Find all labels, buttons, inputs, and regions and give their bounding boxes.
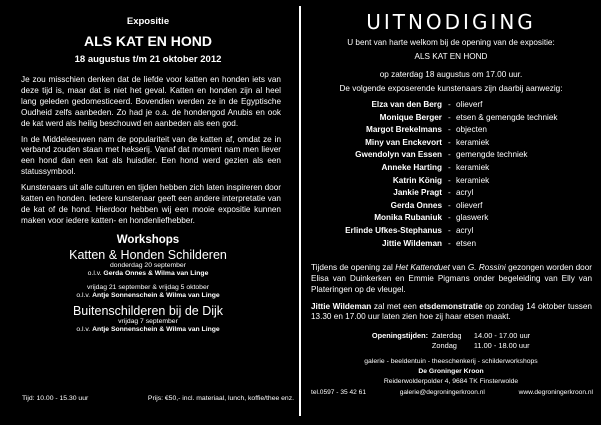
artist-separator: - [448,150,451,160]
opening-hours [305,331,597,351]
opening-hours-label: Openingstijden: [371,331,429,341]
artist-name: Elza van den Berg [371,100,442,109]
artist-technique: keramiek [456,137,490,147]
artist-row [305,212,597,225]
telephone: tel.0597 - 35 42 61 [311,389,366,397]
workshop-1-date-2: vrijdag 21 september & vrijdag 5 oktober [86,283,210,291]
workshop-1-title: Katten & Honden Schilderen [69,247,227,262]
intro-paragraph-1: Je zou misschien denken dat de liefde voor katten en honden iets van deze tijd is, maar dat is niet het geval. Katten en honden zijn al heel lang geleden gedomesticeerd. Bovendien werden ze in de Egyptische Oudheid zelfs aanbeden. Zo had je o.a. de hondengod Anubis en ook de kat werd als heilig beschouwd en aanbeden als een god. [21,75,281,128]
artist-row [305,99,597,112]
workshop-price: Prijs: €50,- incl. materiaal, lunch, koffie/thee enz. [147,395,294,402]
expo-name: ALS KAT EN HOND [414,52,488,61]
artist-technique: acryl [456,188,474,198]
etsdemo-paragraph: Jittie Wildeman zal met een etsdemonstratie op zondag 14 oktober tussen 13.30 en 17.00 uur laten zien hoe zij haar etsen maakt. [311,301,592,322]
artist-name: Monika Rubaniuk [374,213,442,223]
artist-technique: olieverf [456,100,483,109]
left-column [0,0,296,402]
artist-name: Jankie Pragt [393,188,442,198]
artist-separator: - [448,137,451,147]
invitation-heading: UITNODIGING [366,10,536,34]
artist-technique: keramiek [456,175,490,185]
workshops-heading: Workshops [116,233,180,246]
artist-row [305,112,597,125]
column-divider [299,6,301,416]
artist-separator: - [448,188,451,198]
artist-technique: glaswerk [456,213,489,223]
artist-technique: objecten [456,125,487,135]
artist-row [305,162,597,175]
artist-separator: - [448,125,451,135]
artist-technique: acryl [456,225,474,235]
expositie-heading: Expositie [126,16,170,27]
artist-technique: keramiek [456,162,490,172]
artist-row [305,187,597,200]
artist-list [305,99,597,250]
intro-paragraph-2: In de Middeleeuwen nam de populariteit van de katten af, omdat ze in verband zouden staan met hekserij. Vanaf dat moment nam men liever een hond dan een kat als huisdier. Een hond werd gezien als een statussymbool. [21,134,281,177]
hours-row-sunday: Zondag 11.00 - 18.00 uur [431,341,530,351]
workshop-time: Tijd: 10.00 - 15.30 uur [22,395,89,402]
services-line: galerie - beeldentuin - theeschenkerij - schilderworkshops [364,358,538,366]
venue-address: Reiderwolderpolder 4, 9684 TK Finsterwolde [383,378,519,386]
artist-name: Margot Brekelmans [366,125,442,135]
artist-name: Monique Berger [379,112,442,122]
artist-row [305,137,597,150]
artist-separator: - [448,200,451,210]
workshop-1-date: donderdag 20 september [110,261,186,269]
right-column [305,0,597,396]
venue-name: De Groninger Kroon [418,368,484,376]
artist-name: Erlinde Ufkes-Stephanus [345,225,442,235]
artist-row [305,175,597,188]
workshop-footer [22,395,294,402]
email-link[interactable]: galerie@degroningerkroon.nl [399,389,485,397]
artist-name: Anneke Harting [381,162,442,172]
artist-separator: - [448,100,451,109]
artists-intro: De volgende exposerende kunstenaars zijn daarbij aanwezig: [339,84,563,93]
hours-row-saturday: Zaterdag 14.00 - 17.00 uur [431,331,531,341]
artist-name: Gerda Onnes [390,200,442,210]
welcome-line: U bent van harte welkom bij de opening van de expositie: [347,38,555,47]
exhibition-dates: 18 augustus t/m 21 oktober 2012 [74,54,222,65]
intro-paragraph-3: Kunstenaars uit alle culturen en tijden hebben zich laten inspireren door katten en honden. Iedere kunstenaar geeft een andere interpretatie van de kat of de hond. Hierdoor hebben wij een mooie expositie kunnen maken voor iedere katten- en hondenliefhebber. [21,183,281,225]
website-link[interactable]: www.degroningerkroon.nl [518,389,593,397]
opening-line: op zaterdag 18 augustus om 17.00 uur. [379,70,523,79]
artist-separator: - [448,112,451,122]
artist-technique: etsen & gemengde techniek [456,112,558,122]
artist-separator: - [448,225,451,235]
workshop-2-date: vrijdag 7 september [118,317,178,325]
song-paragraph: Tijdens de opening zal Het Kattenduet van G. Rossini gezongen worden door Elisa van Duinkerken en Emmie Pigmans onder begeleiding van Elly van Plateringen op de vleugel. [311,263,592,294]
artist-row [305,200,597,213]
artist-technique: olieverf [456,200,483,210]
artist-name: Gwendolyn van Essen [355,150,442,160]
artist-separator: - [448,213,451,223]
artist-row [305,124,597,137]
artist-row [305,225,597,238]
workshop-2-title: Buitenschilderen bij de Dijk [72,303,224,318]
exhibition-title: ALS KAT EN HOND [83,33,213,49]
workshop-1-leaders-2: o.l.v. Antje Sonnenschein & Wilma van Linge [76,292,220,300]
artist-separator: - [448,162,451,172]
artist-separator: - [448,238,451,248]
artist-row [305,238,597,251]
workshop-2-leaders: o.l.v. Antje Sonnenschein & Wilma van Linge [76,326,220,334]
artist-separator: - [448,175,451,185]
artist-name: Katrin König [392,175,442,185]
artist-technique: gemengde techniek [456,150,528,160]
artist-name: Miny van Enckevort [365,137,442,147]
contact-footer [305,389,597,396]
workshop-1-leaders: o.l.v. Gerda Onnes & Wilma van Linge [87,270,209,278]
artist-name: Jittie Wildeman [382,238,442,248]
artist-row [305,149,597,162]
artist-technique: etsen [456,238,477,248]
